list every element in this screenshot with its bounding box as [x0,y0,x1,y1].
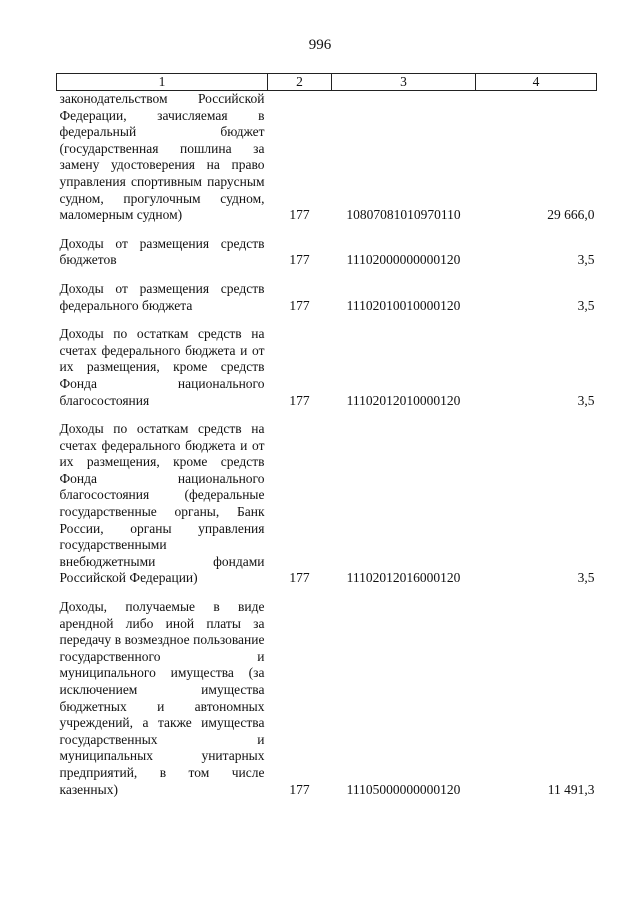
row-admin-code: 177 [289,570,310,586]
row-amount: 3,5 [577,392,595,408]
row-description: Доходы от размещения средств федерального бюджета [59,280,265,313]
page-number: 996 [308,37,332,53]
row-description: законодательством Российской Федерации, зачисляемая в федеральный бюджет (государственная пошлина за замену удостоверения на право управления спортивным парусным судном, прогулочным судном, маломерным судном) [59,91,265,223]
row-admin-code: 177 [289,252,310,268]
row-kbk-code: 11102012016000120 [346,570,461,586]
row-amount: 3,5 [577,252,595,268]
table-row [57,91,597,224]
row-description: Доходы по остаткам средств на счетах федерального бюджета и от их размещения, кроме средств Фонда национального благосостояния [59,326,265,408]
row-amount: 3,5 [577,297,595,313]
table-body [57,91,597,799]
row-amount: 3,5 [577,570,595,586]
row-amount: 11 491,3 [547,781,595,797]
table-row [57,314,597,409]
header-row [57,74,597,91]
row-description: Доходы от размещения средств бюджетов [59,235,265,268]
row-admin-code: 177 [289,207,310,223]
row-kbk-code: 11105000000000120 [346,781,461,797]
column-header-2: 2 [268,74,332,91]
column-header-4: 4 [476,74,597,91]
table-row [57,269,597,314]
row-description: Доходы, получаемые в виде арендной либо иной платы за передачу в возмездное пользование государственного и муниципального имущества (за исключением имущества бюджетных и автономных учреждений, а также имущества государственных и муниципальных унитарных предприятий, в том числе казенных) [59,599,265,797]
row-kbk-code: 10807081010970110 [346,207,461,223]
row-admin-code: 177 [289,781,310,797]
row-kbk-code: 11102012010000120 [346,392,461,408]
row-kbk-code: 11102010010000120 [346,297,461,313]
table-row [57,224,597,269]
row-admin-code: 177 [289,297,310,313]
row-admin-code: 177 [289,392,310,408]
row-amount: 29 666,0 [547,207,595,223]
revenue-table [56,73,597,798]
table-header [57,74,597,91]
column-header-1: 1 [57,74,268,91]
table-row [57,409,597,587]
row-description: Доходы по остаткам средств на счетах федерального бюджета и от их размещения, кроме средств Фонда национального благосостояния (федеральные государственные органы, Банк России, органы управления государственными внебюджетными фондами Российской Федерации) [59,421,265,586]
table-row [57,587,597,798]
column-header-3: 3 [332,74,476,91]
row-kbk-code: 11102000000000120 [346,252,461,268]
